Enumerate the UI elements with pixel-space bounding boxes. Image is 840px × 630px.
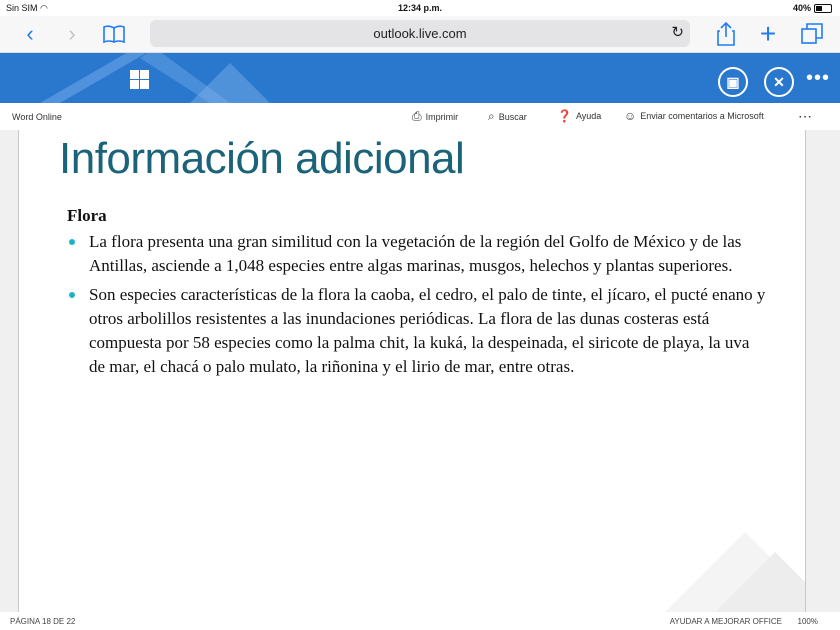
forward-icon[interactable]: › bbox=[68, 21, 76, 46]
battery-icon bbox=[814, 4, 832, 13]
document-canvas[interactable] bbox=[0, 130, 840, 612]
document-page[interactable] bbox=[18, 130, 806, 612]
bookmarks-icon[interactable] bbox=[100, 20, 128, 48]
search-icon: ⌕ bbox=[488, 109, 495, 123]
app-launcher-icon[interactable] bbox=[128, 68, 150, 90]
browser-toolbar bbox=[0, 16, 840, 53]
bullet-item bbox=[67, 283, 767, 379]
slide-decoration bbox=[605, 492, 805, 612]
address-bar[interactable] bbox=[150, 20, 690, 47]
bullet-list bbox=[67, 230, 767, 384]
battery-indicator bbox=[793, 3, 832, 13]
reload-icon[interactable]: ↻ bbox=[671, 24, 684, 41]
share-icon[interactable] bbox=[712, 20, 740, 48]
back-icon[interactable]: ‹ bbox=[26, 21, 34, 46]
url-text: outlook.live.com bbox=[373, 26, 467, 41]
battery-percent: 40% bbox=[792, 3, 811, 13]
tabs-icon[interactable] bbox=[798, 20, 826, 48]
new-tab-icon[interactable]: + bbox=[759, 18, 777, 49]
bullet-icon bbox=[69, 292, 75, 298]
more-options-icon[interactable]: ••• bbox=[805, 67, 830, 89]
bullet-icon bbox=[69, 239, 75, 245]
document-title: Información adicional bbox=[59, 134, 465, 183]
reading-view-icon[interactable]: ▣ bbox=[718, 67, 748, 97]
close-icon[interactable]: ✕ bbox=[764, 67, 794, 97]
clock: 12:34 p.m. bbox=[397, 3, 443, 13]
office-header bbox=[0, 53, 840, 103]
printer-icon: ⎙ bbox=[412, 109, 422, 123]
page-indicator: PÁGINA 18 DE 22 bbox=[10, 617, 76, 626]
help-label: Ayuda bbox=[575, 111, 602, 121]
search-button[interactable] bbox=[488, 109, 527, 124]
status-bar bbox=[0, 612, 840, 630]
section-heading: Flora bbox=[67, 206, 107, 225]
help-improve-link[interactable]: AYUDAR A MEJORAR OFFICE bbox=[669, 617, 782, 626]
help-button[interactable] bbox=[557, 109, 601, 123]
app-brand: Word Online bbox=[12, 112, 62, 122]
word-command-bar bbox=[0, 104, 840, 130]
header-decoration bbox=[40, 53, 300, 103]
print-label: Imprimir bbox=[425, 111, 459, 122]
search-label: Buscar bbox=[498, 111, 527, 122]
smiley-icon: ☺ bbox=[624, 109, 637, 123]
help-icon: ❓ bbox=[557, 109, 572, 123]
print-button[interactable] bbox=[412, 109, 458, 124]
bullet-item bbox=[67, 230, 767, 278]
zoom-level[interactable]: 100% bbox=[797, 617, 818, 626]
bullet-text: Son especies características de la flora la caoba, el cedro, el palo de tinte, el jícaro, el pucté enano y otros arbolillos resistentes a las inundaciones periódicas. La flora de las dunas costeras está compuesta por 58 especies como la palma chit, la kuká, la despeinada, el siricote de playa, la uva de mar, el chacá o palo mulato, la riñonina y el lirio de mar, entre otras. bbox=[89, 285, 766, 376]
carrier-text: Sin SIM bbox=[6, 3, 38, 13]
overflow-menu-icon[interactable]: ⋯ bbox=[798, 108, 812, 124]
battery-fill bbox=[816, 6, 822, 11]
feedback-label: Enviar comentarios a Microsoft bbox=[640, 111, 764, 121]
feedback-button[interactable] bbox=[624, 109, 764, 123]
wifi-icon: ◠ bbox=[40, 3, 48, 13]
ios-status-bar bbox=[0, 0, 840, 16]
bullet-text: La flora presenta una gran similitud con la vegetación de la región del Golfo de México y de las Antillas, asciende a 1,048 especies entre algas marinas, musgos, helechos y plantas superiores. bbox=[89, 232, 742, 275]
